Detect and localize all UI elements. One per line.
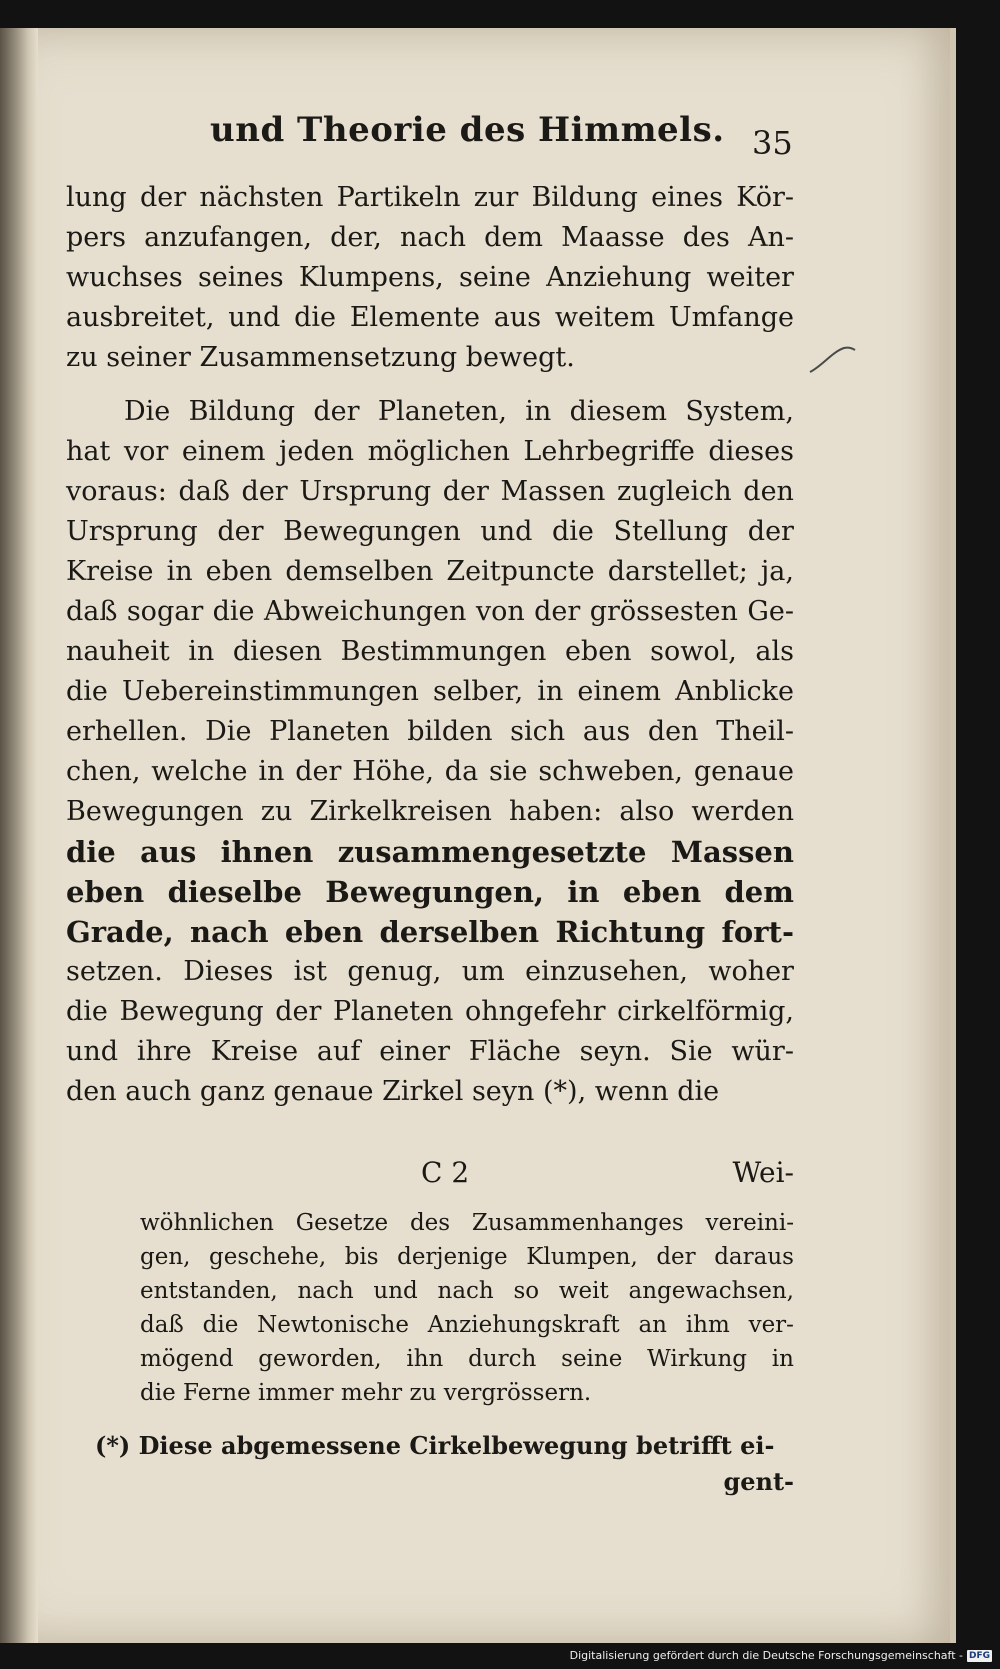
word: An- <box>747 222 794 253</box>
word: aus <box>140 835 197 869</box>
word: um <box>461 956 505 987</box>
text-line <box>66 712 794 752</box>
word: der <box>442 476 489 507</box>
word: die <box>202 1312 239 1338</box>
word: Planeten, <box>377 396 507 427</box>
word: erhellen. <box>66 716 188 747</box>
text-line <box>66 472 794 512</box>
text-line <box>66 792 794 832</box>
word: fort- <box>721 915 794 949</box>
word: ver- <box>748 1312 794 1338</box>
word: ihn <box>406 1346 444 1372</box>
word: Fläche <box>468 1036 561 1067</box>
word: wür- <box>731 1036 794 1067</box>
word: Bewegung <box>119 996 264 1027</box>
word: der, <box>330 222 382 253</box>
word: wuchses <box>66 262 183 293</box>
book-page <box>0 28 956 1643</box>
word: daß <box>66 596 118 627</box>
word: geschehe, <box>208 1244 327 1270</box>
catchword: Wei- <box>732 1156 794 1189</box>
word: Elemente <box>349 302 480 333</box>
word: mögend <box>140 1346 234 1372</box>
word: der <box>534 596 581 627</box>
word: den <box>743 476 794 507</box>
word: sie <box>489 756 528 787</box>
pencil-mark-icon <box>808 344 858 376</box>
word: angewachsen, <box>628 1278 794 1304</box>
word: Abweichungen <box>263 596 467 627</box>
word: grössesten <box>589 596 738 627</box>
word: einem <box>181 436 266 467</box>
text-line <box>66 218 794 258</box>
word: lung <box>66 182 127 213</box>
word: gen, <box>140 1244 191 1270</box>
word: Newtonische <box>257 1312 409 1338</box>
word: ausbreitet, <box>66 302 215 333</box>
footnote-text-line <box>140 1274 794 1308</box>
word: Die <box>205 716 252 747</box>
word: sogar <box>126 596 204 627</box>
word: derselben <box>379 915 540 949</box>
text-line <box>66 392 794 432</box>
word: seine <box>459 262 531 293</box>
word: Kreise <box>66 556 154 587</box>
word: selber, <box>432 676 524 707</box>
word: da <box>444 756 479 787</box>
footnote-text-line: die Ferne immer mehr zu vergrössern. <box>140 1380 592 1406</box>
word: schweben, <box>538 756 684 787</box>
word: Zirkelkreisen <box>309 796 492 827</box>
word: genaue <box>693 756 794 787</box>
word: Richtung <box>555 915 706 949</box>
word: Planeten <box>332 996 454 1027</box>
word: der <box>747 516 794 547</box>
word: nach <box>437 1278 494 1304</box>
word: nauheit <box>66 636 170 667</box>
word: aus <box>582 716 631 747</box>
word: nach <box>297 1278 354 1304</box>
text-line <box>66 178 794 218</box>
word: seine <box>561 1346 623 1372</box>
word: bis <box>344 1244 379 1270</box>
word: ihnen <box>220 835 314 869</box>
word: nächsten <box>199 182 324 213</box>
word: aus <box>493 302 542 333</box>
word: Bildung <box>188 396 296 427</box>
footnote-text-line <box>140 1206 794 1240</box>
word: seines <box>197 262 284 293</box>
footnote-text-line <box>140 1308 794 1342</box>
word: Bildung <box>531 182 638 213</box>
word: haben: <box>509 796 603 827</box>
word: Bestimmungen <box>340 636 547 667</box>
word: die <box>212 596 255 627</box>
word: setzen. <box>66 956 163 987</box>
word: einem <box>577 676 661 707</box>
word: in <box>258 756 285 787</box>
word: Ursprung <box>299 476 432 507</box>
text-line <box>66 632 794 672</box>
word: Uebereinstimmungen <box>121 676 419 707</box>
word: System, <box>685 396 794 427</box>
word: Zeitpuncte <box>446 556 595 587</box>
footnote <box>95 1428 794 1500</box>
word: nach <box>399 222 466 253</box>
word: hat <box>66 436 111 467</box>
word: ihm <box>685 1312 730 1338</box>
word: Gesetze <box>295 1210 389 1236</box>
word: vor <box>123 436 169 467</box>
word: vereini- <box>705 1210 794 1236</box>
word: zur <box>473 182 519 213</box>
running-title: und Theorie des Himmels. <box>210 110 725 150</box>
word: nach <box>189 915 269 949</box>
footnote-text-line <box>140 1240 794 1274</box>
word: dieselbe <box>167 875 302 909</box>
word: Klumpens, <box>298 262 444 293</box>
text-line <box>66 752 794 792</box>
word: dieses <box>708 436 794 467</box>
word: weiter <box>706 262 794 293</box>
page-number: 35 <box>752 124 793 162</box>
word: an <box>638 1312 667 1338</box>
word: der <box>295 756 342 787</box>
footnote-catchword: gent- <box>723 1467 794 1496</box>
word: daß <box>140 1312 184 1338</box>
word: von <box>475 596 525 627</box>
word: ja, <box>760 556 794 587</box>
word: Massen <box>500 476 606 507</box>
text-line <box>66 592 794 632</box>
word: seyn. <box>579 1036 651 1067</box>
text-line <box>66 832 794 872</box>
word: möglichen <box>367 436 510 467</box>
word: pers <box>66 222 127 253</box>
text-line <box>66 672 794 712</box>
text-line: zu seiner Zusammensetzung bewegt. <box>66 342 575 373</box>
word: der <box>313 396 360 427</box>
word: ihre <box>136 1036 192 1067</box>
dfg-logo: DFG <box>968 1650 990 1661</box>
word: entstanden, <box>140 1278 278 1304</box>
word: und <box>228 302 281 333</box>
word: die <box>552 516 594 547</box>
word: eben <box>284 915 364 949</box>
word: Sie <box>669 1036 713 1067</box>
word: Anblicke <box>675 676 794 707</box>
word: Stellung <box>613 516 729 547</box>
footnote-text-line <box>140 1342 794 1376</box>
word: weitem <box>554 302 656 333</box>
word: Partikeln <box>336 182 461 213</box>
word: Zusammenhanges <box>471 1210 684 1236</box>
word: die <box>294 302 337 333</box>
word: eben <box>205 556 273 587</box>
word: in <box>188 636 215 667</box>
word: der <box>241 476 288 507</box>
word: Grade, <box>66 915 174 949</box>
word: diesem <box>569 396 667 427</box>
word: und <box>66 1036 119 1067</box>
word: daraus <box>714 1244 794 1270</box>
word: eines <box>651 182 724 213</box>
word: den <box>647 716 699 747</box>
word: eben <box>622 875 702 909</box>
word: darstellet; <box>607 556 748 587</box>
word: derjenige <box>397 1244 508 1270</box>
word: Umfange <box>668 302 794 333</box>
word: werden <box>691 796 794 827</box>
word: zugleich <box>616 476 732 507</box>
footer-text: Digitalisierung gefördert durch die Deutsche Forschungsgemeinschaft - <box>569 1649 963 1662</box>
word: Theil- <box>716 716 794 747</box>
word: Die <box>124 396 171 427</box>
word: die <box>66 996 108 1027</box>
word: in <box>771 1346 794 1372</box>
word: zusammengesetzte <box>337 835 647 869</box>
signature-mark: C 2 <box>421 1156 470 1189</box>
word: jeden <box>279 436 355 467</box>
word: Lehrbegriffe <box>523 436 695 467</box>
word: Maasse <box>561 222 665 253</box>
word: eben <box>564 636 632 667</box>
word: und <box>373 1278 418 1304</box>
word: diesen <box>232 636 323 667</box>
word: Anziehung <box>546 262 692 293</box>
word: die <box>66 676 108 707</box>
word: sowol, <box>650 636 737 667</box>
main-text <box>66 178 794 1112</box>
word: so <box>513 1278 540 1304</box>
word: dem <box>484 222 543 253</box>
word: Kreise <box>210 1036 299 1067</box>
word: also <box>619 796 675 827</box>
word: Höhe, <box>352 756 434 787</box>
word: woher <box>708 956 794 987</box>
footnote-line: (*) Diese abgemessene Cirkelbewegung betrifft ei- <box>95 1431 775 1460</box>
text-line <box>66 872 794 912</box>
word: einzusehen, <box>525 956 688 987</box>
word: einer <box>379 1036 451 1067</box>
footnote-continuation <box>140 1206 794 1410</box>
word: Bewegungen, <box>325 875 545 909</box>
text-line <box>66 298 794 338</box>
word: auf <box>316 1036 361 1067</box>
word: Wirkung <box>647 1346 747 1372</box>
word: des <box>682 222 730 253</box>
word: sich <box>510 716 566 747</box>
word: eben <box>66 875 145 909</box>
text-line <box>66 512 794 552</box>
word: die <box>66 835 116 869</box>
word: und <box>480 516 533 547</box>
word: Klumpen, <box>526 1244 638 1270</box>
text-line <box>66 552 794 592</box>
word: Ge- <box>747 596 794 627</box>
word: in <box>567 875 600 909</box>
word: in <box>166 556 193 587</box>
word: in <box>525 396 552 427</box>
word: weit <box>558 1278 609 1304</box>
text-line <box>66 992 794 1032</box>
word: Bewegungen <box>66 796 244 827</box>
word: als <box>755 636 794 667</box>
digitization-footer <box>570 1649 992 1662</box>
word: der <box>275 996 322 1027</box>
word: der <box>139 182 187 213</box>
text-line <box>66 912 794 952</box>
word: bilden <box>407 716 493 747</box>
word: Anziehungskraft <box>427 1312 620 1338</box>
word: chen, <box>66 756 141 787</box>
text-line <box>66 258 794 298</box>
word: wöhnlichen <box>140 1210 274 1236</box>
word: welche <box>151 756 248 787</box>
word: Ursprung <box>66 516 198 547</box>
word: Massen <box>670 835 794 869</box>
word: ist <box>293 956 327 987</box>
word: zu <box>260 796 293 827</box>
word: daß <box>178 476 230 507</box>
text-line <box>66 952 794 992</box>
word: ohngefehr <box>464 996 606 1027</box>
word: cirkelförmig, <box>617 996 794 1027</box>
word: der <box>217 516 264 547</box>
word: des <box>409 1210 451 1236</box>
word: Bewegungen <box>283 516 461 547</box>
text-line <box>66 432 794 472</box>
paragraph-gap <box>66 378 794 392</box>
binding-gutter <box>0 28 38 1643</box>
word: Kör- <box>736 182 794 213</box>
word: genug, <box>347 956 442 987</box>
word: anzufangen, <box>144 222 312 253</box>
word: der <box>656 1244 696 1270</box>
word: geworden, <box>258 1346 382 1372</box>
word: voraus: <box>66 476 167 507</box>
text-line: den auch ganz genaue Zirkel seyn (*), wenn die <box>66 1076 720 1107</box>
word: durch <box>468 1346 537 1372</box>
word: dem <box>724 875 794 909</box>
word: Planeten <box>269 716 390 747</box>
word: Dieses <box>183 956 274 987</box>
word: in <box>537 676 564 707</box>
word: demselben <box>285 556 434 587</box>
text-line <box>66 1032 794 1072</box>
signature-row <box>66 1156 794 1196</box>
